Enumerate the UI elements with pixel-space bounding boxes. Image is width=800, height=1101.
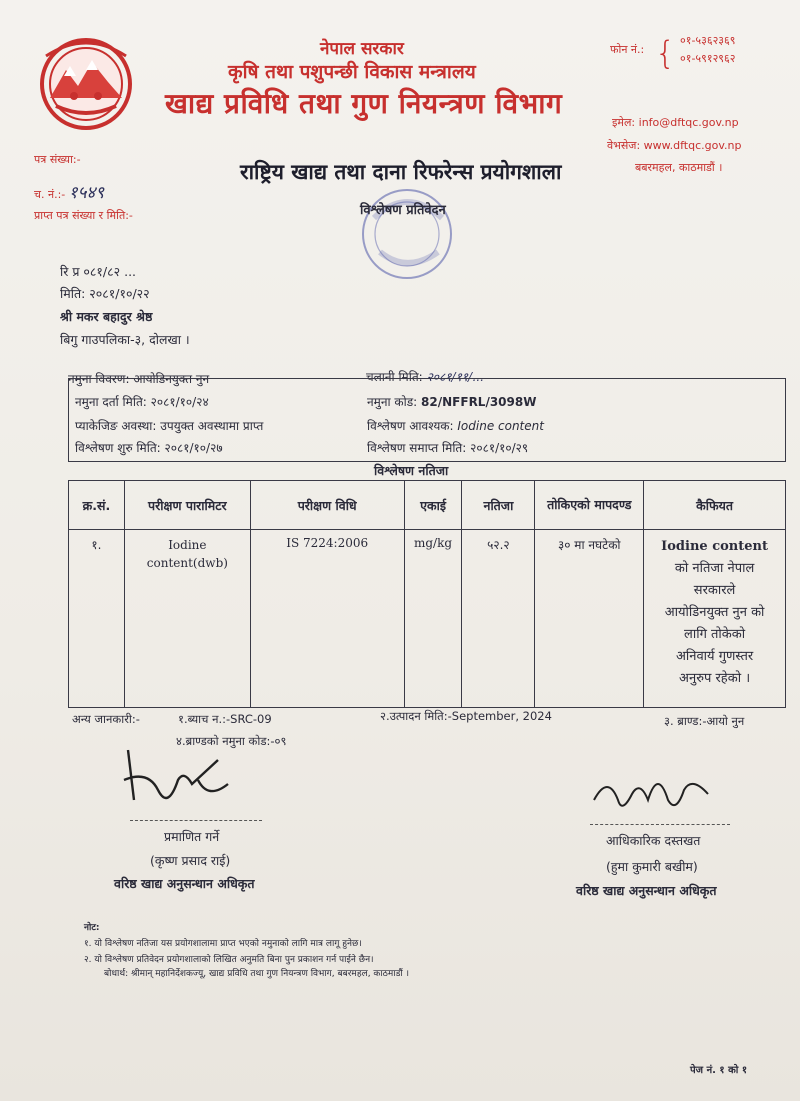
ministry-name: कृषि तथा पशुपन्छी विकास मन्त्रालय: [228, 61, 476, 83]
letter-date: मिति: २०८१/१०/२२: [60, 286, 150, 301]
left-signer-designation: वरिष्ठ खाद्य अनुसन्धान अधिकृत: [114, 876, 255, 891]
cell-sn: १.: [69, 530, 125, 708]
production-date: २.उत्पादन मिति:-September, 2024: [380, 709, 552, 723]
letter-number-label: पत्र संख्या:-: [34, 153, 81, 166]
phone-number-1: ०१-५३६२३६९: [680, 34, 736, 47]
col-header-unit: एकाई: [404, 481, 462, 530]
sample-info-box: [68, 378, 786, 462]
batch-number: १.ब्याच न.:-SRC-09: [178, 712, 272, 726]
table-row: [69, 530, 786, 708]
email-line: [612, 115, 739, 130]
sample-description-label: नमुना विवरण:: [68, 372, 130, 386]
right-signer-name: (हुमा कुमारी बखीम): [606, 859, 698, 874]
brand-name: ३. ब्राण्ड:-आयो नुन: [664, 714, 745, 728]
package-condition: [75, 417, 263, 434]
brand-sample-code: ४.ब्राण्डको नमुना कोड:-०९: [176, 734, 287, 748]
analysis-end-label: विश्लेषण समाप्त मिति:: [367, 441, 467, 455]
sample-code: [367, 393, 536, 410]
website-line: [607, 138, 741, 153]
analysis-start-value: २०८१/१०/२७: [164, 441, 223, 455]
department-name: खाद्य प्रविधि तथा गुण नियन्त्रण विभाग: [165, 87, 563, 120]
col-header-method: परीक्षण विधि: [250, 481, 404, 530]
analysis-required-value: Iodine content: [457, 419, 544, 433]
col-header-parameter: परीक्षण पारामिटर: [124, 481, 250, 530]
results-table: [68, 480, 786, 708]
cell-remarks: [644, 530, 786, 708]
office-stamp-icon: [352, 182, 468, 292]
cell-parameter: Iodine content(dwb): [124, 530, 250, 708]
remarks-bold: Iodine content: [661, 539, 768, 554]
analysis-start-label: विश्लेषण शुरु मिति:: [75, 441, 161, 455]
dispatch-date-value: २०८१/११/...: [426, 370, 484, 384]
dispatch-date-label: चलानी मिति:: [366, 370, 423, 384]
note-cc: बोधार्थ: श्रीमान् महानिर्देशकज्यू, खाद्य प्रविधि तथा गुण नियन्त्रण विभाग, बबरमहल, काठमाडौं ।: [104, 969, 410, 979]
email-value: info@dftqc.gov.np: [638, 116, 739, 129]
right-signature-line: [590, 824, 730, 825]
received-letter-label: प्राप्त पत्र संख्या र मिति:-: [34, 209, 133, 222]
col-header-remarks: कैफियत: [644, 481, 786, 530]
dispatch-number-line: [34, 180, 104, 203]
cell-unit: mg/kg: [404, 530, 462, 708]
recipient-name: श्री मकर बहादुर श्रेष्ठ: [60, 309, 153, 324]
analysis-end-value: २०८१/१०/२९: [470, 441, 529, 455]
notes-label: नोट:: [84, 923, 100, 933]
col-header-result: नतिजा: [462, 481, 535, 530]
phone-label: फोन नं.:: [610, 43, 645, 56]
sample-code-label: नमुना कोड:: [367, 395, 418, 409]
recipient-address: बिगु गाउपलिका-३, दोलखा ।: [60, 332, 190, 347]
package-condition-value: उपयुक्त अवस्थामा प्राप्त: [160, 419, 264, 433]
cell-method: IS 7224:2006: [250, 530, 404, 708]
col-header-standard: तोकिएको मापदण्ड: [535, 481, 644, 530]
right-signer-designation: वरिष्ठ खाद्य अनुसन्धान अधिकृत: [576, 883, 717, 898]
cell-result: ५२.२: [462, 530, 535, 708]
government-name: नेपाल सरकार: [320, 39, 404, 59]
reference-number: रि प्र ०८१/८२ ...: [60, 264, 137, 279]
dispatch-number-value: १५४९: [68, 183, 105, 203]
remarks-text: को नतिजा नेपाल सरकारले आयोडिनयुक्त नुन को लागि तोकेको अनिवार्य गुणस्तर अनुरुप रहेको ।: [664, 561, 765, 686]
col-header-sn: क्र.सं.: [69, 481, 125, 530]
registration-date-value: २०८१/१०/२४: [150, 395, 209, 409]
registration-date: [75, 393, 209, 410]
analysis-required: [367, 417, 544, 434]
phone-brace: {: [655, 34, 676, 72]
report-title: विश्लेषण प्रतिवेदन: [360, 203, 446, 218]
office-address: बबरमहल, काठमाडौं ।: [635, 161, 723, 174]
results-header-row: [69, 481, 786, 530]
left-signature-line: [130, 820, 262, 821]
laboratory-title: राष्ट्रिय खाद्य तथा दाना रिफरेन्स प्रयोगशाला: [240, 160, 562, 184]
left-certified-by: प्रमाणित गर्ने: [164, 829, 220, 844]
sample-code-value: 82/NFFRL/3098W: [421, 395, 537, 409]
registration-date-label: नमुना दर्ता मिति:: [75, 395, 147, 409]
phone-number-2: ०१-५९१२९६२: [680, 52, 736, 65]
other-info-label: अन्य जानकारी:-: [72, 712, 140, 726]
sample-description-value: आयोडिनयुक्त नुन: [133, 372, 210, 386]
package-condition-label: प्याकेजिङ अवस्था:: [75, 419, 157, 433]
left-signer-name: (कृष्ण प्रसाद राई): [150, 853, 231, 868]
analysis-result-title: विश्लेषण नतिजा: [374, 463, 449, 478]
cell-standard: ३० मा नघटेको: [535, 530, 644, 708]
note-item-1: १. यो विश्लेषण नतिजा यस प्रयोगशालामा प्राप्त भएको नमुनाको लागि मात्र लागू हुनेछ।: [84, 939, 362, 949]
email-label: इमेल:: [612, 116, 636, 129]
website-value: www.dftqc.gov.np: [643, 139, 742, 152]
right-official-signature: आधिकारिक दस्तखत: [606, 833, 701, 848]
nepal-government-emblem-icon: [36, 36, 136, 132]
analysis-start-date: [75, 439, 223, 456]
analysis-end-date: [367, 439, 528, 456]
right-signature-icon: [588, 760, 718, 820]
website-label: वेभसेज:: [607, 139, 641, 152]
analysis-required-label: विश्लेषण आवश्यक:: [367, 419, 454, 433]
page-number: पेज नं. १ को १: [690, 1065, 748, 1076]
dispatch-number-label: च. नं.:-: [34, 188, 66, 201]
note-item-2: २. यो विश्लेषण प्रतिवेदन प्रयोगशालाको लिखित अनुमति बिना पुन प्रकाशन गर्न पाईने छैन।: [84, 955, 374, 965]
left-signature-icon: [118, 740, 238, 820]
